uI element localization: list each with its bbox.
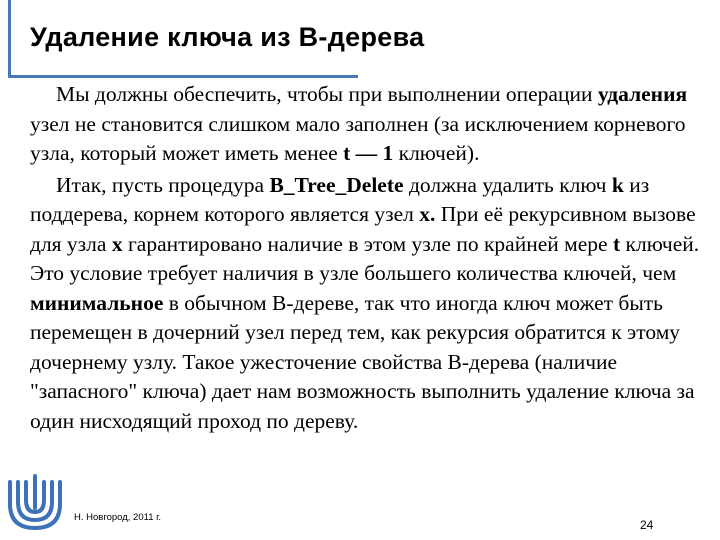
slide-title: Удаление ключа из B-дерева xyxy=(30,22,425,52)
slide-body xyxy=(30,80,710,436)
p2-text-6: ключей. Это условие требует наличия в узле большего количества ключей, чем xyxy=(30,231,700,285)
p2-text-1: Итак, пусть процедура xyxy=(56,172,270,197)
p2-text-2: должна удалить ключ xyxy=(403,172,612,197)
p2-text-4: При её рекурсивном вызове для узла xyxy=(30,202,696,256)
p2-bold-t: t xyxy=(612,231,621,256)
p2-bold-minimal: минимальное xyxy=(30,290,164,315)
paragraph-2 xyxy=(30,171,710,437)
p1-text-2: узел не становится слишком мало заполнен (за исключением корневого узла, который может иметь менее xyxy=(30,111,686,165)
p2-text-5: гарантировано наличие в этом узле по крайней мере xyxy=(122,231,613,256)
footer-organization: Н. Новгород, 2011 г. xyxy=(74,512,162,523)
title-bottom-rule xyxy=(8,75,358,78)
p1-text-3: ключей). xyxy=(393,141,480,165)
p1-bold-deletion: удаления xyxy=(597,82,688,106)
page-number: 24 xyxy=(640,518,654,532)
p1-bold-t-minus-1: t — 1 xyxy=(343,141,394,165)
p2-bold-procedure: B_Tree_Delete xyxy=(269,172,404,197)
title-left-rule xyxy=(8,0,11,78)
p2-bold-x-2: x xyxy=(111,231,123,256)
p1-text-1: Мы должны обеспечить, чтобы при выполнении операции xyxy=(56,82,598,106)
university-logo-icon xyxy=(4,468,66,534)
p2-text-7: в обычном B-дереве, так что иногда ключ может быть перемещен в дочерний узел перед тем, как рекурсия обратится к этому дочернему узлу. Такое ужесточение свойства B-дерева (наличие "запасного" ключа) дает нам возможность выполнить удаление ключа за один нисходящий проход по дереву. xyxy=(30,290,695,433)
p2-bold-x-1: x. xyxy=(419,202,436,226)
p2-text-3: из поддерева, корнем которого является узел xyxy=(30,172,650,226)
paragraph-1 xyxy=(30,80,710,169)
p2-bold-k: k xyxy=(611,172,624,197)
